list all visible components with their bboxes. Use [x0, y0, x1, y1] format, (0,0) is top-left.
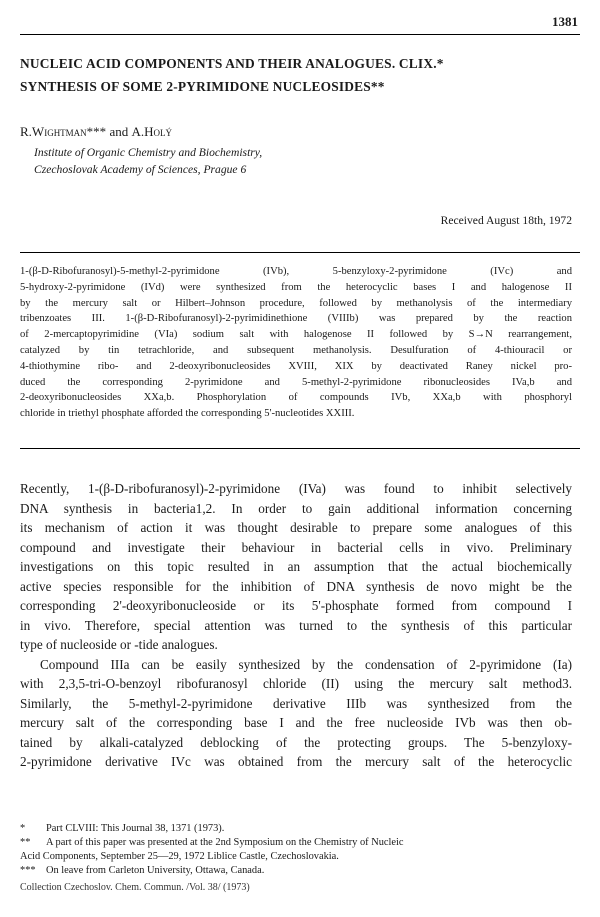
body-line: mercury salt of the corresponding base I and the free nucleoside IVb was then ob-: [20, 715, 572, 730]
footnote-mark: ***: [20, 865, 36, 876]
body-line: corresponding 2'-deoxyribonucleoside or its 5'-phosphate formed from compound I: [20, 598, 572, 613]
body-line: 2-pyrimidone derivative IVc was obtained from the mercury salt of the heterocyclic: [20, 754, 572, 769]
footnote-text: On leave from Carleton University, Ottawa, Canada.: [46, 865, 265, 876]
abstract-line: duced the corresponding 2-pyrimidone and 5-methyl-2-pyrimidone ribonucleosides IVa,b and: [20, 376, 572, 388]
body-text: [20, 479, 572, 772]
footnotes: [20, 822, 572, 878]
author-list: [20, 124, 172, 140]
abstract-bottom-rule: [20, 448, 580, 449]
title-line-1: NUCLEIC ACID COMPONENTS AND THEIR ANALOGUES. CLIX.*: [20, 56, 444, 71]
abstract-line: catalyzed by tin tetrachloride, and subsequent methanolysis. Desulfuration of 4-thiouracil or: [20, 344, 572, 356]
author-holy: A.Holý: [131, 124, 172, 139]
affiliation-line-2: Czechoslovak Academy of Sciences, Prague 6: [34, 163, 247, 176]
page-number: 1381: [552, 14, 578, 29]
affiliation-line-1: Institute of Organic Chemistry and Biochemistry,: [34, 146, 263, 159]
header-rule: [20, 34, 580, 35]
abstract: [20, 264, 572, 422]
body-line: DNA synthesis in bacteria1,2. In order to gain additional information concerning: [20, 500, 572, 516]
body-line: tained by alkali-catalyzed deblocking of the protecting groups. The 5-benzyloxy-: [20, 734, 572, 750]
footnote-text: Part CLVIII: This Journal 38, 1371 (1973).: [46, 823, 225, 834]
abstract-line: tribenzoates III. 1-(β-D-Ribofuranosyl)-2-pyrimidinethione (VIIIb) was prepared by the reaction: [20, 313, 572, 325]
body-line: investigations on this topic resulted in an assumption that the actual biochemically: [20, 559, 572, 574]
body-line: with 2,3,5-tri-O-benzoyl ribofuranosyl chloride (II) using the mercury salt method3.: [20, 676, 572, 691]
abstract-line: 1-(β-D-Ribofuranosyl)-5-methyl-2-pyrimidone (IVb), 5-benzyloxy-2-pyrimidone (IVc) and: [20, 266, 572, 277]
footnote-mark: *: [20, 823, 26, 834]
body-line: Recently, 1-(β-D-ribofuranosyl)-2-pyrimidone (IVa) was found to inhibit selectively: [20, 481, 572, 496]
abstract-top-rule: [20, 252, 580, 253]
author-conjunction: and: [109, 124, 129, 139]
body-line: compound and investigate their behaviour in bacterial cells in vivo. Preliminary: [20, 539, 572, 555]
abstract-line: of 2-mercaptopyrimidine (VIa) sodium salt with halogenose II followed by S→N rearrangement,: [20, 329, 572, 341]
abstract-line: 4-thiothymine ribo- and 2-deoxyribonucleosides XVIII, XIX by deactivated Raney nickel pro-: [20, 360, 572, 372]
footnote: [20, 850, 572, 864]
footnote-mark: **: [20, 837, 31, 848]
footnote: [20, 822, 572, 836]
journal-footer: Collection Czechoslov. Chem. Commun. /Vol. 38/ (1973): [20, 882, 250, 893]
body-line: its mechanism of action it was thought desirable to prepare some analogues of this: [20, 520, 572, 535]
abstract-line: 5-hydroxy-2-pyrimidone (IVd) were synthesized from the heterocyclic bases I and halogenose II: [20, 281, 572, 293]
footnote-text: Acid Components, September 25—29, 1972 Liblice Castle, Czechoslovakia.: [20, 851, 339, 862]
abstract-line: by the mercury salt or Hilbert–Johnson procedure, followed by methanolysis of the intermediary: [20, 297, 572, 309]
footnote: [20, 836, 572, 850]
body-line: Compound IIIa can be easily synthesized by the condensation of 2-pyrimidone (Ia): [40, 656, 572, 672]
body-line: type of nucleoside or -tide analogues.: [20, 637, 218, 652]
received-date: Received August 18th, 1972: [440, 214, 572, 227]
abstract-line: 2-deoxyribonucleosides XXa,b. Phosphorylation of compounds IVb, XXa,b with phosphoryl: [20, 392, 572, 404]
affiliation: [34, 144, 262, 178]
title-line-2: SYNTHESIS OF SOME 2-PYRIMIDONE NUCLEOSIDES**: [20, 79, 385, 94]
article-title: [20, 52, 580, 98]
footnote: [20, 864, 572, 878]
author-wightman: R.Wightman***: [20, 124, 107, 139]
abstract-line: chloride in triethyl phosphate afforded the corresponding 5'-nucleotides XXIII.: [20, 408, 355, 420]
footnote-text: A part of this paper was presented at the 2nd Symposium on the Chemistry of Nucleic: [46, 837, 404, 848]
body-line: active species responsible for the inhibition of DNA synthesis de novo might be the: [20, 578, 572, 594]
body-line: Similarly, the 5-methyl-2-pyrimidone derivative IIIb was synthesized from the: [20, 695, 572, 711]
body-line: in vivo. Therefore, special attention was turned to the synthesis of this particular: [20, 617, 572, 633]
